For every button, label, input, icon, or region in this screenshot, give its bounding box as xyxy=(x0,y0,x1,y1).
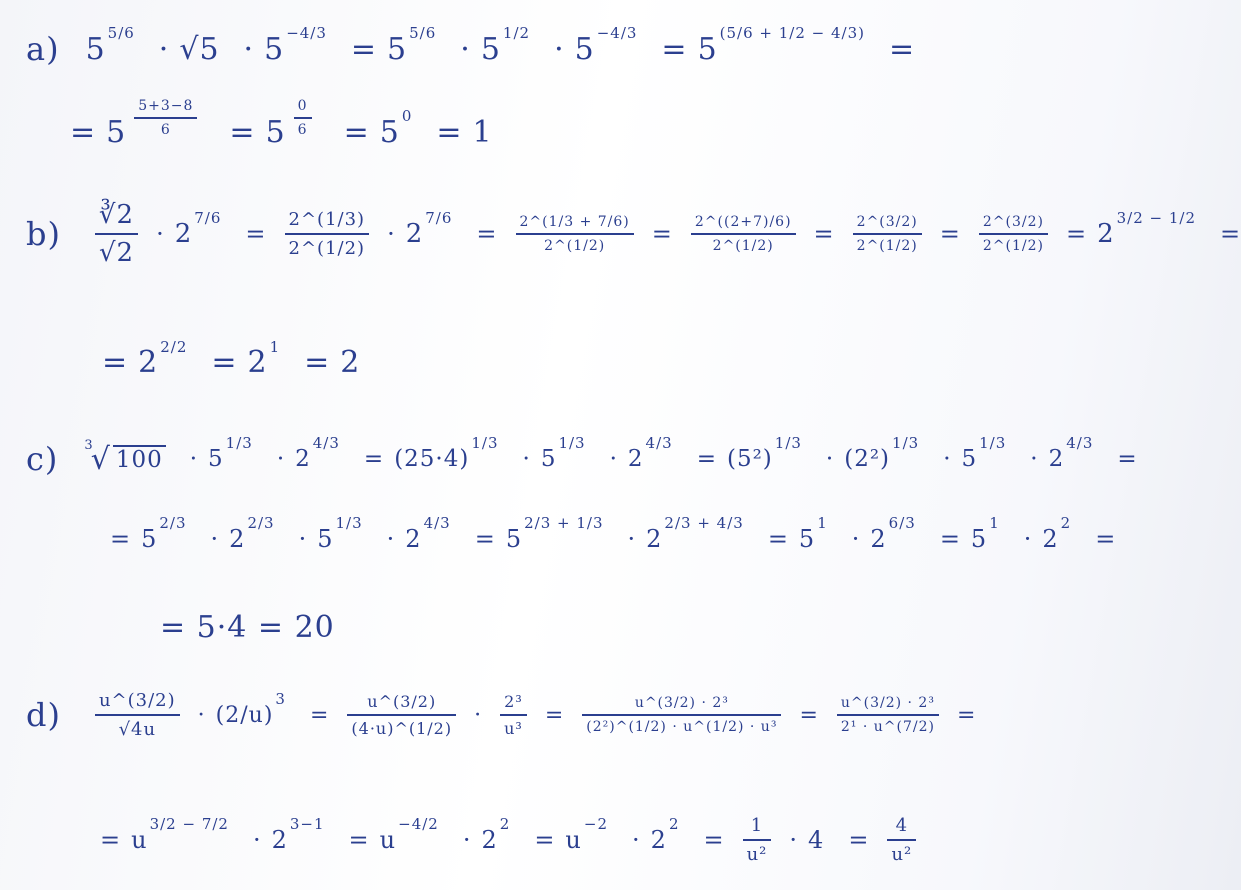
problem-a-line-1: a) 5 $^{5/6}$ · √5 · 5 $^{-4/3}$ = 5 $^{5/6}$ · 5 $^{1/2}$ · 5 $^{-4/3}$ = 5 $^{(5/6 + 1/2 - 4/3)}$ = xyxy=(26,24,916,68)
term: 5 $^{5/6}$ xyxy=(387,24,437,67)
term: 5 $\frac{0}{6}$ xyxy=(266,112,320,152)
problem-b-line-1: b) $\frac{∛2}{√2}$ · 2 $^{7/6}$ = $\frac{2\^{}(1/3)}{2\^{}(1/2)}$ · 2 $^{7/6}$ = $\frac{2\^{}(1/3 + 7/6)}{2\^{}(1/2)}$ = $\frac{2\^{}((2+7)/6)}{2\^{}(1/2)}$ = $\frac{2\^{}(3/2)}{2\^{}(1/2)}$ = $\frac{2\^{}(3/2)}{2\^{}(1/2)}$ = 2 $^{3/2 - 1/2}$ = xyxy=(26,200,1241,268)
term: 2 $^{2/3}$ xyxy=(229,514,275,553)
term: 2 $^{4/3}$ xyxy=(1048,434,1094,472)
result: 1 xyxy=(472,114,493,150)
term: 5 $^{1/3}$ xyxy=(208,434,253,472)
problem-b-label: b) xyxy=(26,215,61,253)
term: 5 $^{-4/3}$ xyxy=(574,24,638,67)
term: u $^{3/2 - 7/2}$ xyxy=(131,815,229,854)
result: = 5·4 = 20 xyxy=(160,610,335,645)
fraction: $\frac{u\^{}(3/2)}{(4\cdot u)\^{}(1/2)}$ xyxy=(347,692,456,738)
term: 5 $^{2/3}$ xyxy=(141,514,187,553)
term: 2 $^2$ xyxy=(650,815,680,854)
term: 2 $^{6/3}$ xyxy=(870,514,916,553)
term: 2 $^{4/3}$ xyxy=(627,434,673,472)
problem-a-label: a) xyxy=(26,30,60,68)
problem-c-line-3 xyxy=(0,610,873,645)
fraction: $\frac{4}{\text{u²}}$ xyxy=(887,815,916,865)
term: 5 $^1$ xyxy=(970,514,1000,553)
term: 5 $^{1/3}$ xyxy=(961,434,1007,472)
term: 5 $^0$ xyxy=(379,107,413,150)
term: 2 $^{4/3}$ xyxy=(295,434,340,472)
term: 5 $^{1/3}$ xyxy=(540,434,586,472)
fraction: $\frac{2\^{}(1/3 + 7/6)}{2\^{}(1/2)}$ xyxy=(516,214,634,254)
term: 5 $^{2/3 + 1/3}$ xyxy=(505,514,604,553)
problem-d-line-1: d) $\frac{u\^{}(3/2)}{√4u}$ · (2/u) $^3$ = $\frac{u\^{}(3/2)}{(4\cdot u)\^{}(1/2)}$ · $\frac{\text{2³}}{\text{u³}}$ = $\frac{\text{u\textasciicircum{}(3/2) · 2³}}{\text{(2²)\textasciicircum{}(1/2) · u\textasciicircum{}(1/2) · u³}}$ = $\frac{\text{u\textasciicircum{}(3/2) · 2³}}{\text{2¹ · u\textasciicircum{}(7/2)}}$ = xyxy=(26,690,977,740)
fraction: $\frac{2\^{}(3/2)}{2\^{}(1/2)}$ xyxy=(853,214,922,254)
fraction: $\frac{\text{2³}}{\text{u³}}$ xyxy=(500,692,527,738)
problem-c-label: c) xyxy=(26,440,59,478)
term: u $^{-2}$ xyxy=(565,815,609,854)
problem-c-line-1: c) 3 √ 100 · 5 $^{1/3}$ · 2 $^{4/3}$ = (25·4) $^{1/3}$ · 5 $^{1/3}$ · 2 $^{4/3}$ = (5²) $^{1/3}$ · (2²) $^{1/3}$ · 5 $^{1/3}$ · 2 $^{4/3}$ = xyxy=(26,434,1138,478)
term: 5 $\frac{5+3-8}{6}$ xyxy=(106,112,205,152)
term: u $^{-4/2}$ xyxy=(379,815,439,854)
term: 2 $^{2/3 + 4/3}$ xyxy=(646,514,744,553)
term: (2²) $^{1/3}$ xyxy=(844,434,920,472)
result: 2 xyxy=(340,345,361,380)
fraction: $\frac{∛2}{√2}$ xyxy=(95,200,138,268)
problem-b-line-2: = 2 $^{2/2}$ = 2 $^1$ = 2 xyxy=(102,337,361,380)
fraction: $\frac{2\^{}((2+7)/6)}{2\^{}(1/2)}$ xyxy=(691,214,796,254)
root-term: √5 xyxy=(179,31,220,67)
term: 2 $^{4/3}$ xyxy=(405,514,451,553)
term: 2 $^2$ xyxy=(1042,514,1072,553)
term: 2 $^1$ xyxy=(247,337,281,380)
fraction: $\frac{1}{\text{u²}}$ xyxy=(743,815,772,865)
term: 5 $^{5/6}$ xyxy=(85,24,135,67)
problem-a-line-2: = 5 $\frac{5+3-8}{6}$ = 5 $\frac{0}{6}$ = 5 $^0$ = 1 xyxy=(0,112,873,152)
term: 2 $^{3-1}$ xyxy=(271,815,325,854)
fraction: $\frac{\text{u\textasciicircum{}(3/2) · 2³}}{\text{2¹ · u\textasciicircum{}(7/2)}}$ xyxy=(837,695,939,735)
term: 5 $^{(5/6 + 1/2 - 4/3)}$ xyxy=(697,24,865,67)
term: 2 $^{2/2}$ xyxy=(138,337,188,380)
problem-d-line-2: = u $^{3/2 - 7/2}$ · 2 $^{3-1}$ = u $^{-4/2}$ · 2 $^2$ = u $^{-2}$ · 2 $^2$ = $\frac{1}{\text{u²}}$ · 4 = $\frac{4}{\text{u²}}$ xyxy=(0,815,873,865)
term: 5 $^{1/2}$ xyxy=(480,24,531,67)
fraction: $\frac{\text{u\textasciicircum{}(3/2) · 2³}}{\text{(2²)\textasciicircum{}(1/2) · u\textasciicircum{}(1/2) · u³}}$ xyxy=(582,695,781,735)
term: 2 $^{7/6}$ xyxy=(405,209,453,249)
term: (5²) $^{1/3}$ xyxy=(726,434,802,472)
term: 2 $^2$ xyxy=(481,815,511,854)
term: 5 $^{1/3}$ xyxy=(317,514,363,553)
term: 4 xyxy=(808,826,825,854)
term: 2 $^{7/6}$ xyxy=(174,209,222,249)
fraction: $\frac{u\^{}(3/2)}{√4u}$ xyxy=(95,690,180,740)
term: 5 $^1$ xyxy=(798,514,828,553)
term: (25·4) $^{1/3}$ xyxy=(394,434,499,472)
term: 5 $^{-4/3}$ xyxy=(264,24,327,67)
term: (2/u) $^3$ xyxy=(215,690,286,728)
problem-d-label: d) xyxy=(26,696,61,734)
term: 2 $^{3/2 - 1/2}$ xyxy=(1097,209,1196,249)
problem-c-line-2: = 5 $^{2/3}$ · 2 $^{2/3}$ · 5 $^{1/3}$ · 2 $^{4/3}$ = 5 $^{2/3 + 1/3}$ · 2 $^{2/3 + 4/3}$ = 5 $^1$ · 2 $^{6/3}$ = 5 $^1$ · 2 $^2$ = xyxy=(110,514,1117,553)
cube-root-term: 3 √ 100 xyxy=(84,442,165,477)
fraction: $\frac{2\^{}(1/3)}{2\^{}(1/2)}$ xyxy=(285,209,370,259)
fraction: $\frac{2\^{}(3/2)}{2\^{}(1/2)}$ xyxy=(979,214,1048,254)
